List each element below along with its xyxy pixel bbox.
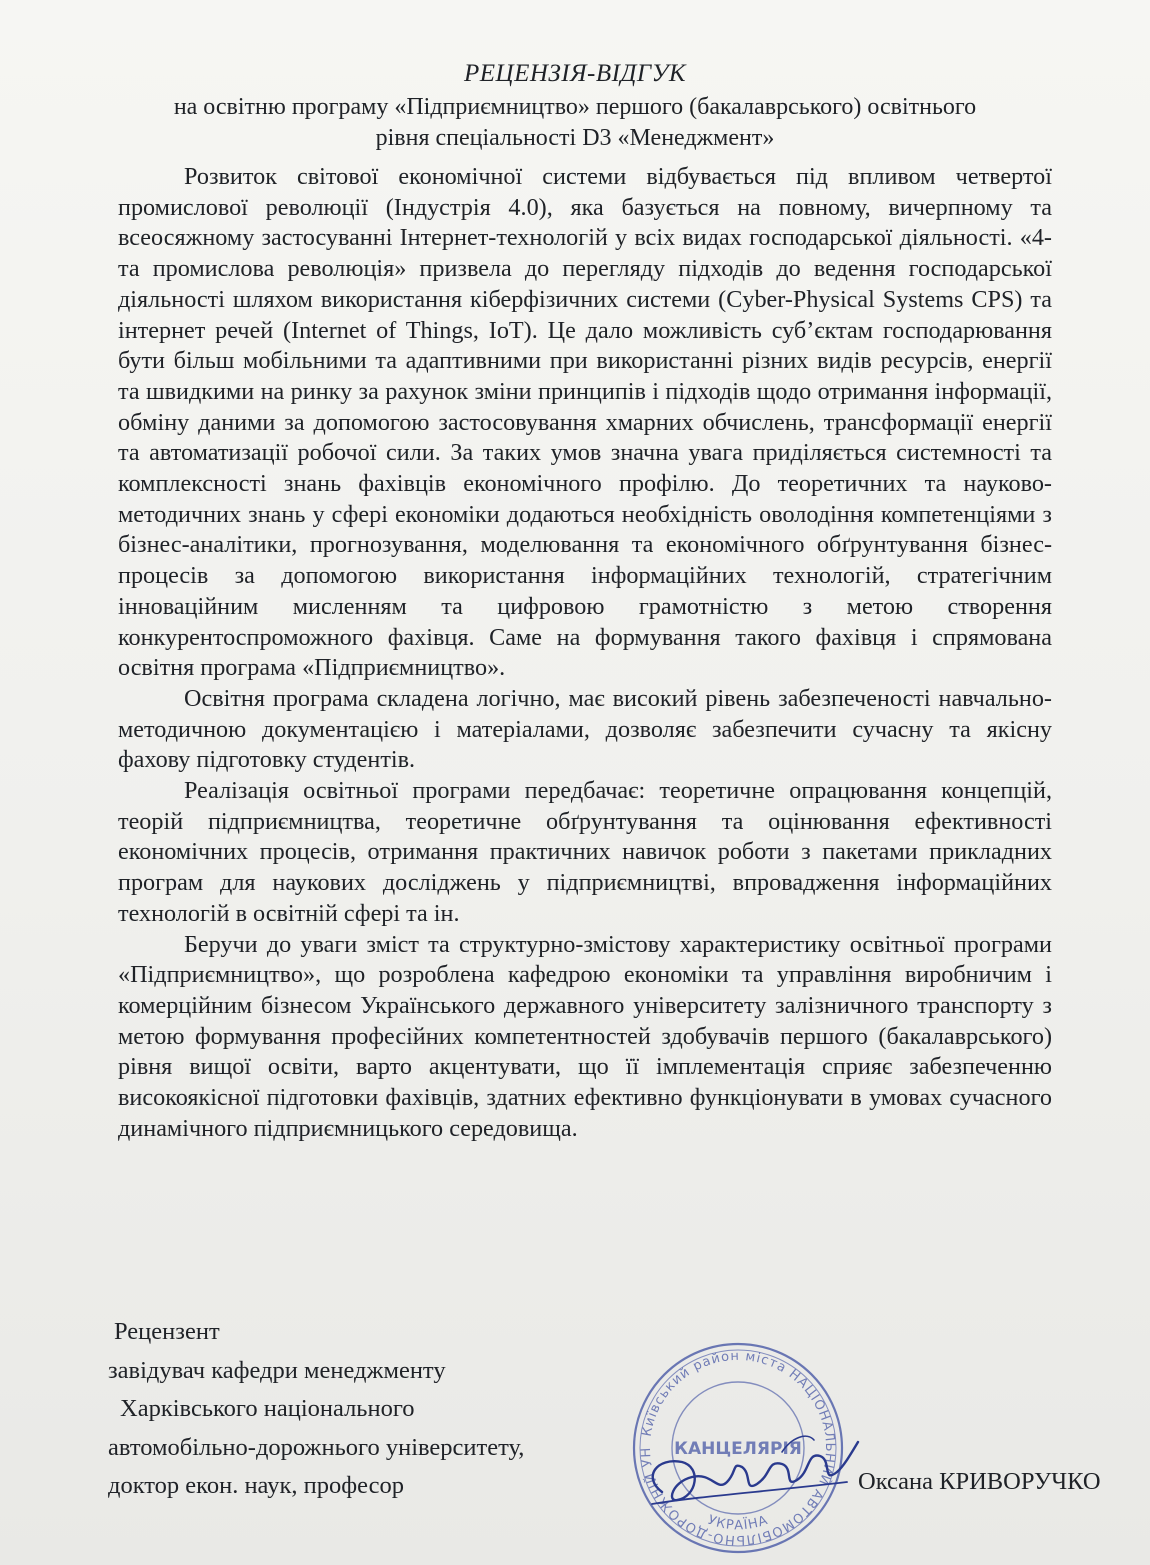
- paragraph-2: Освітня програма складена логічно, має високий рівень забезпеченості навчально-методичною документацією і матеріалами, дозволяє забезпечити сучасну та якісну фахову підготовку студентів.: [118, 684, 1052, 774]
- stamp-country-text: УКРАЇНА: [705, 1512, 771, 1534]
- stamp-outer-text: Київський район міста НАЦІОНАЛЬНИЙ АВТОМОБІЛЬНО-ДОРОЖНІЙ УН: [638, 1348, 838, 1548]
- reviewer-name: Оксана КРИВОРУЧКО: [858, 1468, 1101, 1495]
- reviewer-position-1: завідувач кафедри менеджменту: [108, 1356, 446, 1384]
- signature-block: [108, 1313, 524, 1506]
- document-title: РЕЦЕНЗІЯ-ВІДГУК: [463, 60, 687, 87]
- signature-graphic: [632, 1422, 862, 1522]
- paragraph-3: Реалізація освітньої програми передбачає: теоретичне опрацювання концепцій, теорій підприємництва, теоретичне обґрунтування та оцінювання ефективності економічних процесів, отримання практичних навичок роботи з пакетами прикладних програм для наукових досліджень у підприємництві, впровадження інформаційних технологій в освітній сфері та ін.: [118, 777, 1052, 927]
- reviewer-label: Рецензент: [114, 1318, 220, 1345]
- document-body: [118, 162, 1052, 1145]
- reviewer-position-2: Харківського національного: [120, 1395, 415, 1422]
- paragraph-4: Беручи до уваги зміст та структурно-змістову характеристику освітньої програми «Підприємництво», що розроблена кафедрою економіки та управління виробничим і комерційним бізнесом Українського державного університету залізничного транспорту з метою формування професійних компетентностей здобувачів першого (бакалаврського) рівня вищої освіти, варто акцентувати, що її імплементація сприяє забезпеченню високоякісної підготовки фахівців, здатних ефективно функціонувати в умовах сучасного динамічного підприємницького середовища.: [118, 930, 1052, 1142]
- handwritten-signature: [632, 1422, 862, 1522]
- reviewer-position-3: автомобільно-дорожнього університету,: [108, 1433, 525, 1461]
- reviewer-position-4: доктор екон. наук, професор: [108, 1472, 404, 1499]
- paragraph-1: Розвиток світової економічної системи відбувається під впливом четвертої промислової революції (Індустрія 4.0), яка базується на повному, вичерпному та всеосяжному застосуванні Інтернет-технологій у всіх видах господарської діяльності. «4-та промислова революція» призвела до перегляду підходів до ведення господарської діяльності шляхом використання кіберфізичних системи (Cyber-Physical Systems CPS) та інтернет речей (Internet of Things, IoT). Це дало можливість суб’єктам господарювання бути більш мобільними та адаптивними при використанні різних видів ресурсів, енергії та швидкими на ринку за рахунок зміни принципів і підходів щодо отримання інформації, обміну даними за допомогою застосовування хмарних обчислень, трансформації енергії та автоматизації робочої сили. За таких умов значна увага приділяється системності та комплексності знань фахівців економічного профілю. До теоретичних та науково-методичних знань у сфері економіки додаються необхідність оволодіння компетенціями з бізнес-аналітики, прогнозування, моделювання та економічного обґрунтування бізнес-процесів за допомогою використання інформаційних технологій, стратегічним інноваційним мисленням та цифровою грамотністю з метою створення конкурентоспроможного фахівця. Саме на формування такого фахівця і спрямована освітня програма «Підприємництво».: [118, 163, 1052, 682]
- subtitle-line-1: на освітню програму «Підприємництво» першого (бакалаврського) освітнього: [173, 94, 977, 120]
- stamp-center-text: КАНЦЕЛЯРІЯ: [674, 1439, 802, 1459]
- document-subtitle: [110, 92, 1040, 154]
- subtitle-line-2: рівня спеціальності D3 «Менеджмент»: [375, 125, 775, 151]
